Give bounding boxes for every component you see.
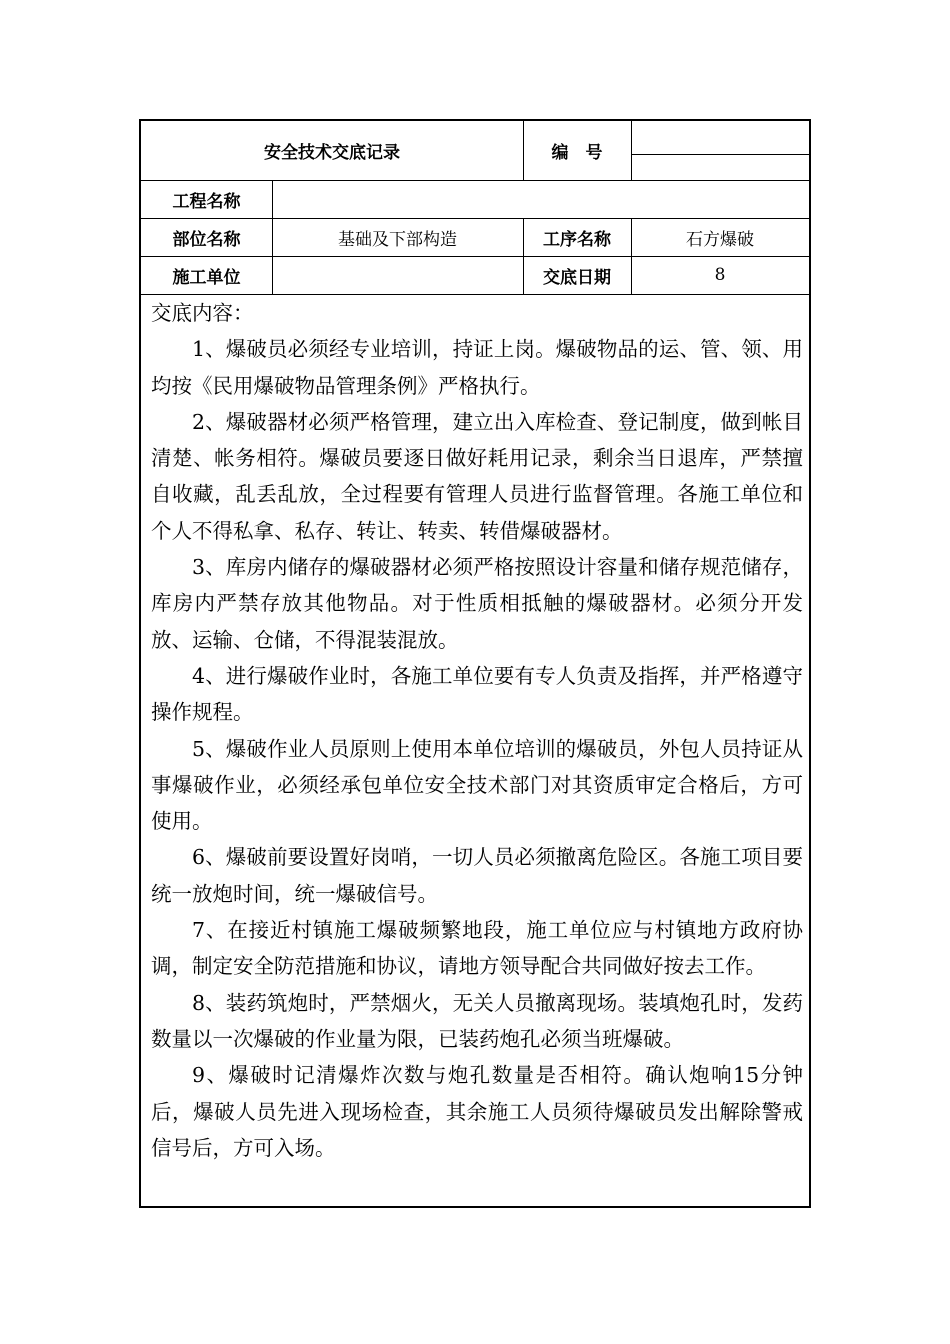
- process-name-value: 石方爆破: [686, 229, 754, 250]
- construction-unit-value: [272, 256, 523, 294]
- number-label: 编 号: [551, 143, 603, 163]
- date-value: 8: [714, 265, 726, 285]
- content-item: 8、装药筑炮时，严禁烟火，无关人员撤离现场。装填炮孔时，发药数量以一次爆破的作业量为限，已装药炮孔必须当班爆破。: [151, 990, 803, 1051]
- process-name-label: 工序名称: [543, 229, 611, 250]
- part-name-value: 基础及下部构造: [338, 229, 457, 250]
- content-item: 2、爆破器材必须严格管理，建立出入库检查、登记制度，做到帐目清楚、帐务相符。爆破员要逐日做好耗用记录，剩余当日退库，严禁擅自收藏，乱丢乱放，全过程要有管理人员进行监督管理。各施工单位和个人不得私拿、私存、转让、转卖、转借爆破器材。: [151, 409, 803, 543]
- form-title: 安全技术交底记录: [264, 143, 400, 163]
- content-item: 1、爆破员必须经专业培训，持证上岗。爆破物品的运、管、领、用均按《民用爆破物品管理条例》严格执行。: [151, 337, 803, 398]
- date-label: 交底日期: [543, 267, 611, 288]
- content-item: 5、爆破作业人员原则上使用本单位培训的爆破员，外包人员持证从事爆破作业，必须经承包单位安全技术部门对其资质审定合格后，方可使用。: [151, 736, 803, 834]
- project-name-label: 工程名称: [172, 191, 241, 212]
- project-name-value: [272, 180, 809, 218]
- part-name-label: 部位名称: [172, 229, 241, 250]
- briefing-content: [151, 295, 803, 1166]
- content-item: 4、进行爆破作业时，各施工单位要有专人负责及指挥，并严格遵守操作规程。: [151, 663, 803, 725]
- content-item: 3、库房内储存的爆破器材必须严格按照设计容量和储存规范储存，库房内严禁存放其他物品。对于性质相抵触的爆破器材。必须分开发放、运输、仓储，不得混装混放。: [151, 555, 803, 652]
- construction-unit-label: 施工单位: [172, 267, 241, 288]
- safety-briefing-form: [139, 119, 811, 1208]
- content-item: 9、爆破时记清爆炸次数与炮孔数量是否相符。确认炮响15分钟后，爆破人员先进入现场检查，其余施工人员须待爆破员发出解除警戒信号后，方可入场。: [151, 1063, 803, 1160]
- number-cell-divider: [631, 154, 809, 155]
- number-value: [631, 121, 809, 154]
- content-label: 交底内容：: [151, 301, 254, 325]
- content-item: 7、在接近村镇施工爆破频繁地段，施工单位应与村镇地方政府协调，制定安全防范措施和协议，请地方领导配合共同做好按去工作。: [151, 918, 803, 979]
- content-item: 6、爆破前要设置好岗哨，一切人员必须撤离危险区。各施工项目要统一放炮时间，统一爆破信号。: [151, 845, 803, 906]
